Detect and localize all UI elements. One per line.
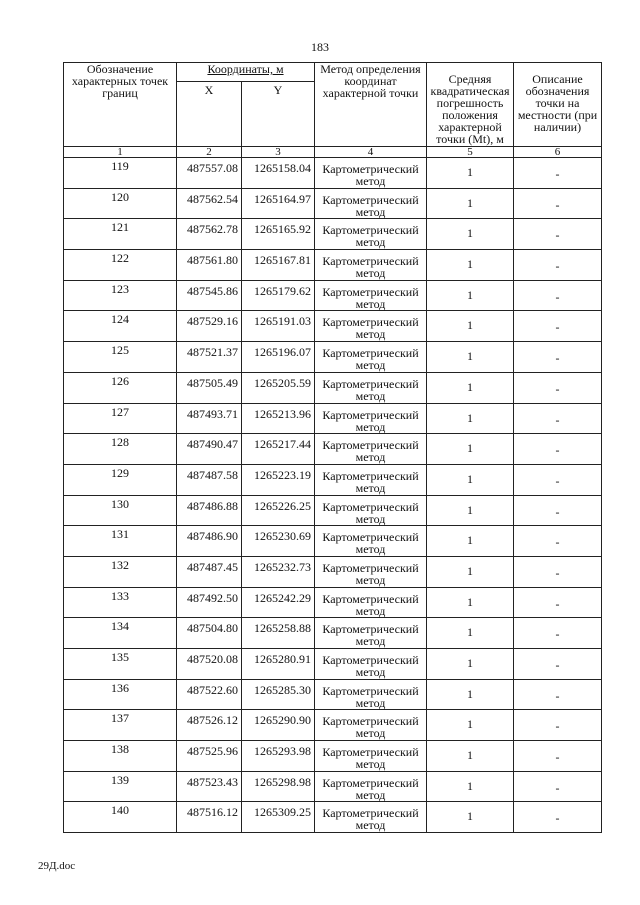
error-cell: 1 xyxy=(427,587,514,618)
x-coordinate-cell: 487493.71 xyxy=(177,403,242,434)
method-line: Картометрический xyxy=(322,499,419,514)
point-cell: 130 xyxy=(64,495,177,526)
method-cell xyxy=(315,158,427,189)
error-cell: 1 xyxy=(427,618,514,649)
table-row xyxy=(64,311,602,342)
table-row xyxy=(64,158,602,189)
point-cell: 138 xyxy=(64,741,177,772)
point-cell: 120 xyxy=(64,188,177,219)
table-row xyxy=(64,771,602,802)
table-row xyxy=(64,250,602,281)
description-cell: - xyxy=(514,618,602,649)
error-cell: 1 xyxy=(427,495,514,526)
method-line: Картометрический xyxy=(322,683,419,698)
method-line: метод xyxy=(355,542,386,557)
description-cell: - xyxy=(514,158,602,189)
table-row xyxy=(64,280,602,311)
method-line: Картометрический xyxy=(322,775,419,790)
error-cell: 1 xyxy=(427,219,514,250)
table-row xyxy=(64,618,602,649)
description-cell: - xyxy=(514,250,602,281)
y-coordinate-cell: 1265196.07 xyxy=(242,342,315,373)
x-coordinate-cell: 487504.80 xyxy=(177,618,242,649)
header-method: Метод определения координат характерной точки xyxy=(315,63,427,147)
x-coordinate-cell: 487516.12 xyxy=(177,802,242,833)
method-line: метод xyxy=(355,511,386,526)
error-cell: 1 xyxy=(427,403,514,434)
page-number: 183 xyxy=(311,40,329,54)
column-number: 6 xyxy=(514,147,602,158)
x-coordinate-cell: 487487.58 xyxy=(177,464,242,495)
method-cell xyxy=(315,280,427,311)
x-coordinate-cell: 487562.78 xyxy=(177,219,242,250)
method-cell xyxy=(315,188,427,219)
x-coordinate-cell: 487487.45 xyxy=(177,556,242,587)
column-number: 4 xyxy=(315,147,427,158)
error-cell: 1 xyxy=(427,250,514,281)
x-coordinate-cell: 487562.54 xyxy=(177,188,242,219)
method-line: Картометрический xyxy=(322,468,419,483)
method-cell xyxy=(315,741,427,772)
description-cell: - xyxy=(514,434,602,465)
y-coordinate-cell: 1265230.69 xyxy=(242,526,315,557)
point-cell: 121 xyxy=(64,219,177,250)
description-cell: - xyxy=(514,556,602,587)
table-row xyxy=(64,649,602,680)
method-line: метод xyxy=(355,174,386,188)
y-coordinate-cell: 1265165.92 xyxy=(242,219,315,250)
error-cell: 1 xyxy=(427,771,514,802)
error-cell: 1 xyxy=(427,741,514,772)
point-cell: 129 xyxy=(64,464,177,495)
table-row xyxy=(64,188,602,219)
y-coordinate-cell: 1265242.29 xyxy=(242,587,315,618)
method-line: метод xyxy=(355,726,386,741)
method-line: Картометрический xyxy=(322,806,419,821)
method-line: метод xyxy=(355,787,386,802)
column-number: 2 xyxy=(177,147,242,158)
point-cell: 127 xyxy=(64,403,177,434)
table-row xyxy=(64,434,602,465)
point-cell: 128 xyxy=(64,434,177,465)
method-line: метод xyxy=(355,757,386,772)
method-line: метод xyxy=(355,235,386,250)
method-line: метод xyxy=(355,572,386,587)
y-coordinate-cell: 1265280.91 xyxy=(242,649,315,680)
y-coordinate-cell: 1265217.44 xyxy=(242,434,315,465)
y-coordinate-cell: 1265205.59 xyxy=(242,372,315,403)
table-row xyxy=(64,372,602,403)
point-cell: 132 xyxy=(64,556,177,587)
y-coordinate-cell: 1265213.96 xyxy=(242,403,315,434)
method-line: Картометрический xyxy=(322,192,419,207)
description-cell: - xyxy=(514,372,602,403)
table-row xyxy=(64,495,602,526)
x-coordinate-cell: 487522.60 xyxy=(177,679,242,710)
method-line: Картометрический xyxy=(322,284,419,299)
table-row xyxy=(64,219,602,250)
x-coordinate-cell: 487486.90 xyxy=(177,526,242,557)
y-coordinate-cell: 1265298.98 xyxy=(242,771,315,802)
footer-filename: 29Д.doc xyxy=(38,860,76,872)
point-cell: 134 xyxy=(64,618,177,649)
method-line: Картометрический xyxy=(322,376,419,391)
column-number: 1 xyxy=(64,147,177,158)
header-x: X xyxy=(177,82,242,147)
method-line: Картометрический xyxy=(322,223,419,238)
table-row xyxy=(64,741,602,772)
description-cell: - xyxy=(514,219,602,250)
description-cell: - xyxy=(514,710,602,741)
method-line: метод xyxy=(355,450,386,465)
y-coordinate-cell: 1265158.04 xyxy=(242,158,315,189)
method-line: Картометрический xyxy=(322,407,419,422)
y-coordinate-cell: 1265309.25 xyxy=(242,802,315,833)
error-cell: 1 xyxy=(427,342,514,373)
description-cell: - xyxy=(514,464,602,495)
table-row xyxy=(64,556,602,587)
point-cell: 135 xyxy=(64,649,177,680)
method-line: метод xyxy=(355,388,386,403)
y-coordinate-cell: 1265223.19 xyxy=(242,464,315,495)
method-line: Картометрический xyxy=(322,622,419,637)
error-cell: 1 xyxy=(427,556,514,587)
header-point: Обозначение характерных точек границ xyxy=(64,63,177,147)
error-cell: 1 xyxy=(427,710,514,741)
table-row xyxy=(64,802,602,833)
description-cell: - xyxy=(514,526,602,557)
y-coordinate-cell: 1265191.03 xyxy=(242,311,315,342)
method-line: метод xyxy=(355,665,386,679)
description-cell: - xyxy=(514,587,602,618)
x-coordinate-cell: 487561.80 xyxy=(177,250,242,281)
error-cell: 1 xyxy=(427,158,514,189)
method-cell xyxy=(315,649,427,680)
description-cell: - xyxy=(514,342,602,373)
description-cell: - xyxy=(514,403,602,434)
method-cell xyxy=(315,556,427,587)
table-row xyxy=(64,342,602,373)
y-coordinate-cell: 1265164.97 xyxy=(242,188,315,219)
error-cell: 1 xyxy=(427,280,514,311)
x-coordinate-cell: 487486.88 xyxy=(177,495,242,526)
x-coordinate-cell: 487557.08 xyxy=(177,158,242,189)
method-line: Картометрический xyxy=(322,438,419,453)
y-coordinate-cell: 1265258.88 xyxy=(242,618,315,649)
table-row xyxy=(64,587,602,618)
method-line: Картометрический xyxy=(322,745,419,760)
method-line: метод xyxy=(355,327,386,342)
method-cell xyxy=(315,679,427,710)
point-cell: 123 xyxy=(64,280,177,311)
description-cell: - xyxy=(514,311,602,342)
error-cell: 1 xyxy=(427,311,514,342)
method-line: метод xyxy=(355,204,386,219)
method-cell xyxy=(315,403,427,434)
description-cell: - xyxy=(514,802,602,833)
x-coordinate-cell: 487492.50 xyxy=(177,587,242,618)
description-cell: - xyxy=(514,280,602,311)
description-cell: - xyxy=(514,741,602,772)
header-error: Средняя квадратическая погрешность положения характерной точки (Mt), м xyxy=(427,63,514,147)
error-cell: 1 xyxy=(427,679,514,710)
x-coordinate-cell: 487545.86 xyxy=(177,280,242,311)
boundary-points-table xyxy=(63,62,602,833)
column-number: 5 xyxy=(427,147,514,158)
x-coordinate-cell: 487525.96 xyxy=(177,741,242,772)
point-cell: 140 xyxy=(64,802,177,833)
y-coordinate-cell: 1265179.62 xyxy=(242,280,315,311)
description-cell: - xyxy=(514,188,602,219)
table-row xyxy=(64,710,602,741)
x-coordinate-cell: 487520.08 xyxy=(177,649,242,680)
x-coordinate-cell: 487521.37 xyxy=(177,342,242,373)
method-cell xyxy=(315,710,427,741)
column-number: 3 xyxy=(242,147,315,158)
description-cell: - xyxy=(514,679,602,710)
method-cell xyxy=(315,771,427,802)
method-line: метод xyxy=(355,818,386,833)
method-cell xyxy=(315,526,427,557)
point-cell: 125 xyxy=(64,342,177,373)
method-line: метод xyxy=(355,358,386,373)
x-coordinate-cell: 487505.49 xyxy=(177,372,242,403)
method-line: Картометрический xyxy=(322,714,419,729)
error-cell: 1 xyxy=(427,464,514,495)
method-line: Картометрический xyxy=(322,162,419,176)
point-cell: 119 xyxy=(64,158,177,189)
method-line: Картометрический xyxy=(322,591,419,606)
method-line: Картометрический xyxy=(322,346,419,361)
method-cell xyxy=(315,464,427,495)
method-cell xyxy=(315,311,427,342)
method-line: метод xyxy=(355,695,386,710)
error-cell: 1 xyxy=(427,802,514,833)
method-line: метод xyxy=(355,266,386,281)
description-cell: - xyxy=(514,649,602,680)
header-coordinates: Координаты, м xyxy=(177,63,315,82)
y-coordinate-cell: 1265293.98 xyxy=(242,741,315,772)
method-line: метод xyxy=(355,480,386,495)
point-cell: 126 xyxy=(64,372,177,403)
x-coordinate-cell: 487523.43 xyxy=(177,771,242,802)
table-row xyxy=(64,403,602,434)
y-coordinate-cell: 1265290.90 xyxy=(242,710,315,741)
method-line: Картометрический xyxy=(322,530,419,545)
method-cell xyxy=(315,434,427,465)
method-line: метод xyxy=(355,634,386,649)
error-cell: 1 xyxy=(427,372,514,403)
method-cell xyxy=(315,250,427,281)
method-line: метод xyxy=(355,603,386,618)
point-cell: 139 xyxy=(64,771,177,802)
method-line: Картометрический xyxy=(322,254,419,269)
table-row xyxy=(64,464,602,495)
header-description: Описание обозначения точки на местности (при наличии) xyxy=(514,63,602,147)
method-cell xyxy=(315,618,427,649)
method-cell xyxy=(315,802,427,833)
error-cell: 1 xyxy=(427,649,514,680)
column-number-row xyxy=(64,147,602,158)
method-cell xyxy=(315,495,427,526)
method-line: Картометрический xyxy=(322,653,419,667)
method-cell xyxy=(315,219,427,250)
header-y: Y xyxy=(242,82,315,147)
point-cell: 131 xyxy=(64,526,177,557)
point-cell: 122 xyxy=(64,250,177,281)
x-coordinate-cell: 487526.12 xyxy=(177,710,242,741)
method-cell xyxy=(315,372,427,403)
point-cell: 136 xyxy=(64,679,177,710)
x-coordinate-cell: 487529.16 xyxy=(177,311,242,342)
description-cell: - xyxy=(514,495,602,526)
y-coordinate-cell: 1265232.73 xyxy=(242,556,315,587)
point-cell: 124 xyxy=(64,311,177,342)
error-cell: 1 xyxy=(427,188,514,219)
method-line: метод xyxy=(355,419,386,434)
error-cell: 1 xyxy=(427,526,514,557)
method-cell xyxy=(315,342,427,373)
point-cell: 133 xyxy=(64,587,177,618)
method-line: Картометрический xyxy=(322,560,419,575)
error-cell: 1 xyxy=(427,434,514,465)
y-coordinate-cell: 1265226.25 xyxy=(242,495,315,526)
method-cell xyxy=(315,587,427,618)
method-line: метод xyxy=(355,296,386,311)
description-cell: - xyxy=(514,771,602,802)
point-cell: 137 xyxy=(64,710,177,741)
y-coordinate-cell: 1265167.81 xyxy=(242,250,315,281)
table-row xyxy=(64,679,602,710)
method-line: Картометрический xyxy=(322,315,419,330)
x-coordinate-cell: 487490.47 xyxy=(177,434,242,465)
table-row xyxy=(64,526,602,557)
y-coordinate-cell: 1265285.30 xyxy=(242,679,315,710)
